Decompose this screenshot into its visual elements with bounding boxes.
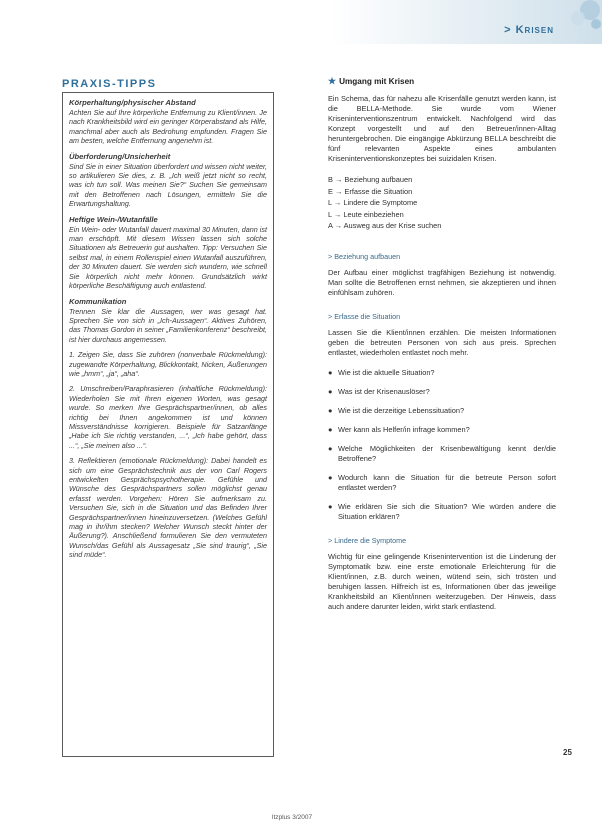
question-list	[328, 368, 556, 522]
bullet-icon: ●	[328, 405, 333, 415]
paragraph: Wichtig für eine gelingende Krisenintervention ist die Linderung der Symptomatik bzw. eine erste emotionale Erleichterung für die Klient/innen, z.B. durch weinen, wütend sein, sich trösten und beruhigen lassen. Hilfreich ist es, Informationen über das jeweilige Krankheitsbild an Klient/innen weiterzugeben. Der Hinweis, dass auch andere darunter leiden, wirkt stark entlastend.	[328, 551, 556, 611]
bullet-icon: ●	[328, 367, 333, 377]
bella-item: A → Ausweg aus der Krise suchen	[328, 221, 442, 230]
bella-item: B → Beziehung aufbauen	[328, 175, 413, 184]
tip-section	[69, 152, 267, 209]
subheading: > Beziehung aufbauen	[328, 251, 401, 261]
tip-heading: Überforderung/Unsicherheit	[69, 151, 171, 161]
paragraph: Der Aufbau einer möglichst tragfähigen Beziehung ist notwendig. Man sollte die Betroffenen ernst nehmen, sie akzeptieren und ihnen einfühlsam zuhören.	[328, 267, 556, 297]
star-icon: ★	[328, 76, 337, 86]
tip-section	[69, 98, 267, 146]
page-header	[0, 0, 602, 44]
tip-item: 2. Umschreiben/Paraphrasieren (inhaltliche Rückmeldung): Wiederholen Sie mit Ihren eigenen Worten, was gesagt wurde. So merken Ihre Gesprächspartner/innen, ob alles richtig bei Ihnen angekommen ist und können Missverständnisse korrigieren. Beispiele für Satzanfänge „Habe ich Sie richtig verstanden, ...“, „Ich habe gehört, dass ...“, „Sie meinen also ...“.	[69, 384, 267, 450]
bullet-icon: ●	[328, 386, 333, 396]
decorative-splash-icon	[556, 0, 602, 34]
question-item: ● Wer kann als Helfer/in infrage kommen?	[328, 424, 470, 434]
tip-section	[69, 297, 267, 345]
tip-text: Achten Sie auf Ihre körperliche Entfernung zu Klient/innen. Je nach Krankheitsbild wird ein geringer Körperabstand als Hilfe, manchmal aber auch als Bedrohung empfunden. Fragen Sie am besten, welche Entfernung angenehm ist.	[69, 108, 267, 146]
question-item: ● Welche Möglichkeiten der Krisenbewältigung kennt der/die Betroffene?	[328, 443, 556, 463]
main-column	[328, 76, 556, 622]
page-number: 25	[563, 748, 572, 757]
bullet-icon: ●	[328, 472, 333, 482]
tip-item: 1. Zeigen Sie, dass Sie zuhören (nonverbale Rückmeldung): zugewandte Körperhaltung, Blickkontakt, Nicken, Äußerungen wie „hmm“, „ja“, „aha“.	[69, 350, 267, 378]
tip-heading: Heftige Wein-/Wutanfälle	[69, 214, 158, 224]
tip-text: Trennen Sie klar die Aussagen, wer was gesagt hat. Sprechen Sie von sich in „Ich-Aussagen“. Aktives Zuhören, das Thomas Gordon in seiner „Familienkonferenz“ beschreibt, ist hier durchaus angemessen.	[69, 306, 267, 344]
question-item: ● Wie ist die aktuelle Situation?	[328, 367, 435, 377]
footer-text: ltzplus 3/2007	[272, 814, 313, 821]
tips-title: PRAXIS-TIPPS	[62, 78, 157, 90]
bullet-icon: ●	[328, 443, 333, 453]
tip-heading: Kommunikation	[69, 296, 127, 306]
article-heading	[328, 76, 556, 87]
question-item: ● Wie erklären Sie sich die Situation? Wie würden andere die Situation erklären?	[328, 501, 556, 521]
bella-item: E → Erfasse die Situation	[328, 186, 413, 196]
question-item: ● Was ist der Krisenauslöser?	[328, 386, 430, 396]
bella-item: L → Leute einbeziehen	[328, 209, 404, 219]
question-item: ● Wie ist die derzeitige Lebenssituation?	[328, 405, 465, 415]
bella-item: L → Lindere die Symptome	[328, 198, 418, 207]
question-item: ● Wodurch kann die Situation für die betreute Person sofort entlastet werden?	[328, 472, 556, 492]
tip-heading: Körperhaltung/physischer Abstand	[69, 98, 196, 107]
bullet-icon: ●	[328, 424, 333, 434]
paragraph: Lassen Sie die Klient/innen erzählen. Die meisten Informationen geben die betreuten Personen von sich aus preis. Sprechen entlastet, wiederholen entlastet noch mehr.	[328, 327, 556, 357]
tips-box	[62, 92, 274, 757]
tip-item: 3. Reflektieren (emotionale Rückmeldung): Dabei handelt es sich um eine Gesprächstechnik aus der von Carl Rogers entwickelten Gesprächspsychotherapie. Gefühle und Wünsche des Gesprächspartners sollen möglichst genau erfasst werden. Vorgehen: Hören Sie aufmerksam zu. Versuchen Sie, sich in die Situation und das Befinden Ihrer Gesprächspartner/innen hineinzuversetzen. (Welches Gefühl mag in ihr/ihm stecken? Welcher Wunsch steckt hinter der Äußerung?). Anschließend formulieren Sie den vermuteten Wunsch/das Gefühl als Aussagesatz „Sie sind traurig“, „Sie sind müde“.	[69, 456, 267, 560]
tips-content	[69, 98, 267, 566]
tip-text: Sind Sie in einer Situation überfordert und wissen nicht weiter, so artikulieren Sie dies, z. B. „Ich weiß jetzt nicht so recht, was ich tun soll. Was meinen Sie?“ Suchen Sie gemeinsam mit den Betroffenen nach Lösungen, ermitteln Sie die Erwartungshaltung.	[69, 161, 267, 209]
tip-section	[69, 215, 267, 291]
subheading: > Lindere die Symptome	[328, 535, 407, 545]
article-title: Umgang mit Krisen	[339, 77, 415, 86]
tip-text: Ein Wein- oder Wutanfall dauert maximal 30 Minuten, dann ist man erschöpft. Mit diesem Wissen lassen sich solche Situationen als Betreuerin gut aushalten. Tipp: Versuchen Sie selbst mal, in einem Rollenspiel einen Wutanfall auszuführen, der 30 Minuten dauert. Sie werden sich wundern, wie schnell Sie körperlich nicht mehr können. Grundsätzlich wirkt körperliche Beschäftigung auch entlastend.	[69, 224, 267, 291]
intro-paragraph: Ein Schema, das für nahezu alle Krisenfälle genutzt werden kann, ist die BELLA-Methode. Sie wurde vom Wiener Kriseninterventionszentrum entwickelt. Nachfolgend wird das Konzept vorgestellt und auf den Betreuer/innen-Alltag heruntergebrochen. Die eingängige Abkürzung BELLA beschreibt die fünf relevanten Aspekte eines ambulanten Kriseninterventionskonzeptes bei suizidalen Krisen.	[328, 94, 556, 163]
section-title: > Krisen	[504, 24, 554, 36]
subheading: > Erfasse die Situation	[328, 311, 401, 321]
bella-list	[328, 174, 556, 232]
bullet-icon: ●	[328, 501, 333, 511]
